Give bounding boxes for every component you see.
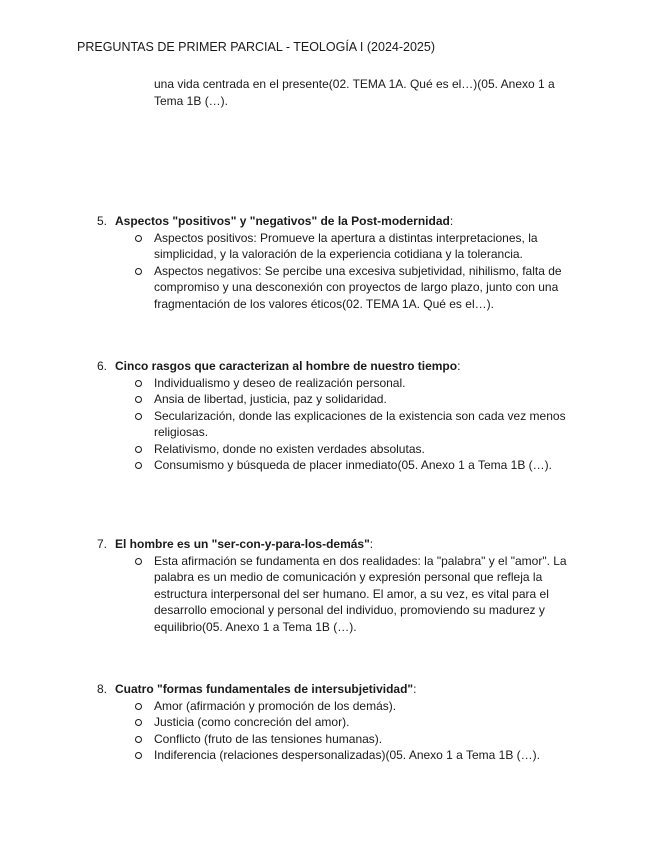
question-title — [97, 213, 587, 230]
list-item: Consumismo y búsqueda de placer inmediato(05. Anexo 1 a Tema 1B (…). — [154, 457, 587, 474]
list-item: Aspectos negativos: Se percibe una excesiva subjetividad, nihilismo, falta de compromiso y una desconexión con proyectos de largo plazo, junto con una fragmentación de los valores éticos(02. TEMA 1A. Qué es el…). — [154, 263, 587, 313]
answer-list — [97, 698, 587, 764]
question-title — [97, 681, 587, 698]
list-item: Relativismo, donde no existen verdades absolutas. — [154, 441, 587, 458]
list-item: Secularización, donde las explicaciones de la existencia son cada vez menos religiosas. — [154, 408, 587, 441]
answer-list — [97, 230, 587, 313]
heading-colon: : — [457, 359, 461, 373]
list-item: Aspectos positivos: Promueve la apertura a distintas interpretaciones, la simplicidad, y la valoración de la experiencia cotidiana y la tolerancia. — [154, 230, 587, 263]
question-heading: Cinco rasgos que caracterizan al hombre de nuestro tiempo — [115, 359, 458, 373]
question-number: 7. — [97, 537, 108, 551]
heading-colon: : — [449, 214, 454, 228]
document-header: PREGUNTAS DE PRIMER PARCIAL - TEOLOGÍA I (2024-2025) — [77, 40, 435, 54]
question-number: 5. — [97, 214, 108, 228]
list-item: Justicia (como concreción del amor). — [154, 714, 587, 731]
question-heading: Cuatro "formas fundamentales de intersubjetividad" — [115, 682, 414, 696]
heading-colon: : — [413, 682, 417, 696]
answer-list — [97, 375, 587, 474]
heading-colon: : — [369, 537, 374, 551]
list-item: Esta afirmación se fundamenta en dos realidades: la "palabra" y el "amor". La palabra es un medio de comunicación y expresión personal que refleja la estructura interpersonal del ser humano. El amor, a su vez, es vital para el desarrollo emocional y personal del individuo, promoviendo su madurez y equilibrio(05. Anexo 1 a Tema 1B (…). — [154, 553, 587, 636]
question-5 — [97, 213, 587, 312]
question-7 — [97, 536, 587, 635]
list-item: Conflicto (fruto de las tensiones humanas). — [154, 731, 587, 748]
question-title — [97, 358, 587, 375]
list-item: Amor (afirmación y promoción de los demás). — [154, 698, 587, 715]
question-8 — [97, 681, 587, 764]
question-number: 6. — [97, 359, 108, 373]
list-item: Individualismo y deseo de realización personal. — [154, 375, 587, 392]
list-item: Ansia de libertad, justicia, paz y solidaridad. — [154, 391, 587, 408]
list-item: Indiferencia (relaciones despersonalizadas)(05. Anexo 1 a Tema 1B (…). — [154, 747, 587, 764]
question-number: 8. — [97, 682, 108, 696]
question-6 — [97, 358, 587, 474]
answer-list — [97, 553, 587, 636]
question-heading: Aspectos "positivos" y "negativos" de la Post-modernidad — [115, 214, 450, 228]
question-title — [97, 536, 587, 553]
continuation-text: una vida centrada en el presente(02. TEMA 1A. Qué es el…)(05. Anexo 1 a Tema 1B (…). — [154, 77, 555, 108]
question-heading: El hombre es un "ser-con-y-para-los-demás" — [115, 537, 370, 551]
